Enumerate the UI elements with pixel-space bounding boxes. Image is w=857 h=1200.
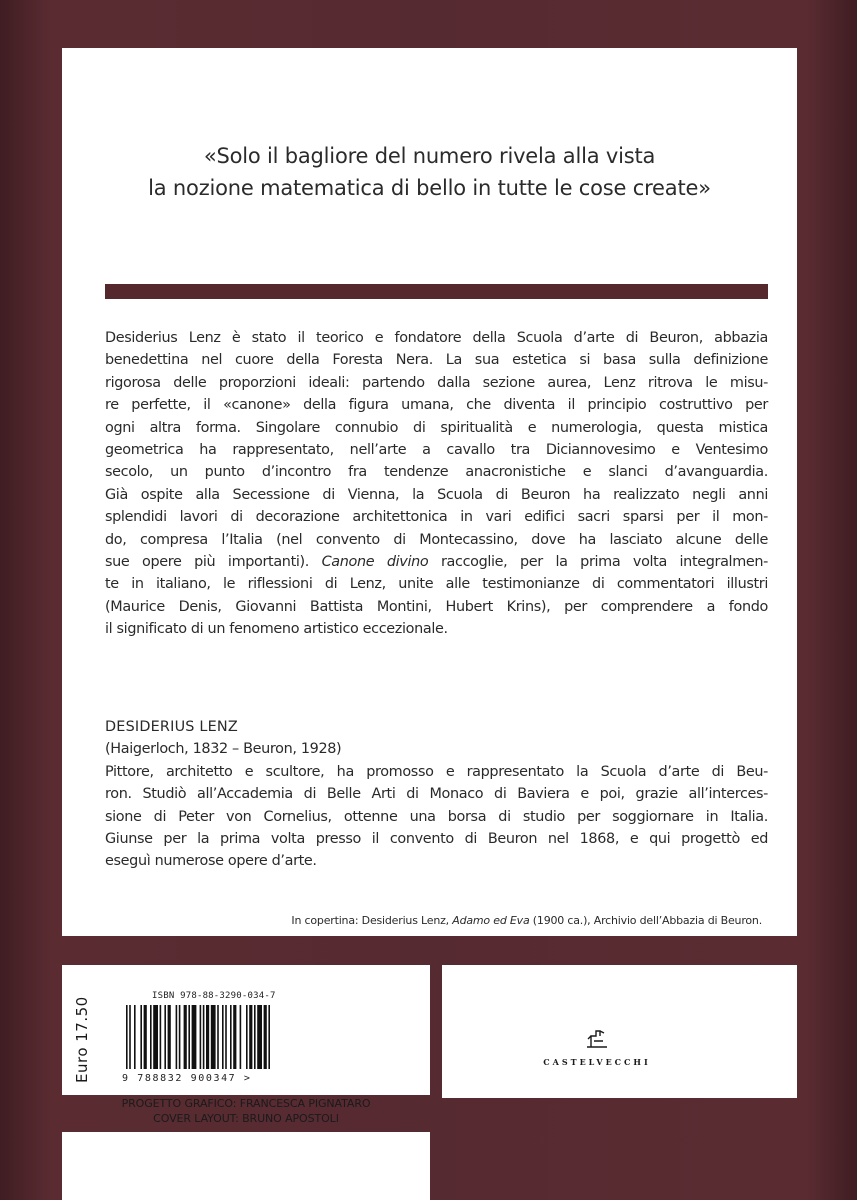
description-line: geometrica ha rappresentato, nell’arte a cavallo tra Diciannovesimo e Ventesimo bbox=[105, 442, 768, 459]
description-fragment: sue opere più importanti). bbox=[105, 554, 322, 571]
description-fragment: raccoglie, per la prima volta integralmen- bbox=[440, 554, 768, 571]
author-name: DESIDERIUS LENZ bbox=[105, 719, 238, 735]
description-line: Già ospite alla Secessione di Vienna, la Scuola di Beuron ha realizzato negli anni bbox=[105, 486, 768, 503]
description-line: il significato di un fenomeno artistico eccezionale. bbox=[105, 621, 448, 638]
castle-icon bbox=[584, 1027, 610, 1049]
description-line: re perfette, il «canone» della figura umana, che diventa il principio costruttivo per bbox=[105, 397, 768, 414]
isbn-text: ISBN 978-88-3290-034-7 bbox=[152, 991, 276, 1001]
barcode-graphic bbox=[122, 1005, 272, 1073]
description-line: rigorosa delle proporzioni ideali: partendo dalla sezione aurea, Lenz ritrova le misu- bbox=[105, 374, 768, 391]
description-line: benedettina nel cuore della Foresta Nera. La sua estetica si basa sulla definizione bbox=[105, 352, 768, 369]
description-line: do, compresa l’Italia (nel convento di Montecassino, dove ha lasciato alcune delle bbox=[105, 531, 768, 548]
divider-bar bbox=[105, 284, 768, 299]
description-line: ogni altra forma. Singolare connubio di spiritualità e numerologia, questa mistica bbox=[105, 419, 768, 436]
description-line: splendidi lavori di decorazione architettonica in vari edifici sacri sparsi per il mon- bbox=[105, 509, 768, 526]
design-credit-line: COVER LAYOUT: BRUNO APOSTOLI bbox=[153, 1112, 339, 1125]
credits-strip bbox=[62, 1132, 430, 1200]
description-line: secolo, un punto d’incontro fra tendenze anacronistiche e slanci d’avanguardia. bbox=[105, 464, 768, 481]
description-line: Desiderius Lenz è stato il teorico e fondatore della Scuola d’arte di Beuron, abbazia bbox=[105, 330, 768, 346]
credit-work: Adamo ed Eva bbox=[452, 914, 530, 927]
publisher-name: CASTELVECCHI bbox=[543, 1057, 651, 1067]
publisher-logo bbox=[532, 1027, 662, 1077]
bio-line: sione di Peter von Cornelius, ottenne una borsa di studio per soggiornare in Italia. bbox=[105, 808, 768, 825]
bio-line: Pittore, architetto e scultore, ha promosso e rappresentato la Scuola d’arte di Beu- bbox=[105, 763, 768, 780]
description-line: (Maurice Denis, Giovanni Battista Montini, Hubert Krins), per comprendere a fondo bbox=[105, 598, 768, 615]
book-title: Canone divino bbox=[321, 554, 429, 571]
main-text-panel bbox=[62, 48, 797, 936]
cover-credit bbox=[291, 914, 762, 927]
bio-line: ron. Studiò all’Accademia di Belle Arti di Monaco di Baviera e poi, grazie all’interces- bbox=[105, 786, 768, 803]
quote-line: la nozione matematica di bello in tutte le cose create» bbox=[148, 176, 711, 200]
barcode-digits: 9 788832 900347 > bbox=[122, 1073, 252, 1084]
book-description bbox=[105, 327, 768, 641]
credit-suffix: (1900 ca.), Archivio dell’Abbazia di Beuron. bbox=[529, 914, 762, 927]
author-bio bbox=[105, 716, 768, 873]
description-line: te in italiano, le riflessioni di Lenz, unite alle testimonianze di commentatori illustri bbox=[105, 576, 768, 593]
design-credits bbox=[62, 1096, 430, 1126]
barcode-box bbox=[62, 965, 430, 1095]
credit-prefix: In copertina: Desiderius Lenz, bbox=[291, 914, 453, 927]
epigraph-quote bbox=[62, 140, 797, 204]
bio-line: eseguì numerose opere d’arte. bbox=[105, 853, 317, 870]
quote-line: «Solo il bagliore del numero rivela alla vista bbox=[203, 144, 656, 168]
design-credit-line: PROGETTO GRAFICO: FRANCESCA PIGNATARO bbox=[121, 1097, 371, 1110]
description-line bbox=[105, 551, 768, 573]
price-label: Euro 17.50 bbox=[73, 996, 91, 1084]
barcode-area bbox=[122, 991, 292, 1091]
publisher-box bbox=[442, 965, 797, 1098]
bio-line: Giunse per la prima volta presso il convento di Beuron nel 1868, e qui progettò ed bbox=[105, 831, 768, 848]
author-dates: (Haigerloch, 1832 – Beuron, 1928) bbox=[105, 741, 342, 758]
